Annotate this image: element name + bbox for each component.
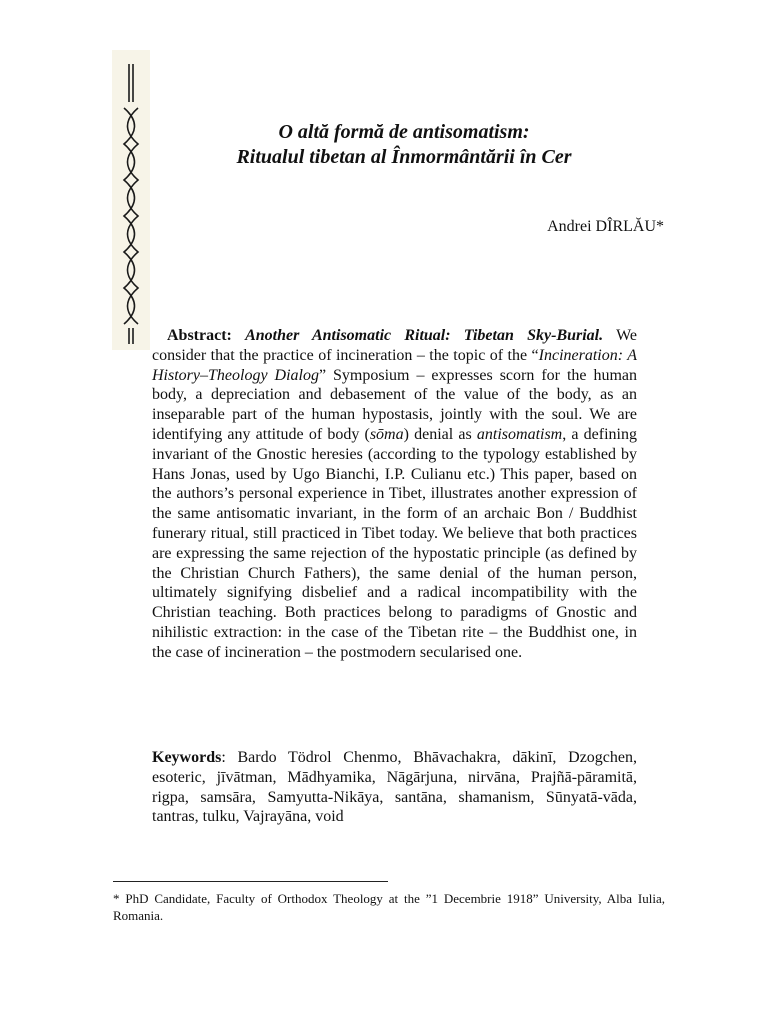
author-name: Andrei DÎRLĂU* bbox=[547, 218, 664, 235]
abstract-label: Abstract: bbox=[167, 327, 232, 344]
abstract-text-4: , a defining invariant of the Gnostic heresies (according to the typology established by Hans Jonas, used by Ugo Bianchi, I.P. Culianu etc.) This paper, based on the authors’s personal experience in Tibet, illustrates another expression of the same antisomatic invariant, in the form of an archaic Bon / Buddhist funerary ritual, still practiced in Tibet today. We believe that both practices are expressing the same rejection of the hypostatic principle (as defined by the Christian Church Fathers), the same denial of the human person, ultimately signifying disbelief and a radical incompatibility with the Christian teaching. Both practices belong to paradigms of Gnostic and nihilistic extraction: in the case of the Tibetan rite – the Buddhist one, in the case of incineration – the postmodern secularised one. bbox=[152, 425, 638, 661]
footnote-divider bbox=[113, 881, 388, 882]
keywords-label: Keywords bbox=[152, 749, 222, 766]
abstract-paragraph bbox=[152, 326, 637, 663]
keywords-paragraph bbox=[152, 748, 637, 827]
soma-term: sōma bbox=[369, 425, 404, 443]
antisomatism-term: antisomatism bbox=[476, 425, 563, 443]
title-line-1: O altă formă de antisomatism: bbox=[278, 121, 530, 143]
footnote: * PhD Candidate, Faculty of Orthodox Theology at the ”1 Decembrie 1918” University, Alba Iulia, Romania. bbox=[113, 891, 665, 923]
paper-title bbox=[150, 120, 658, 170]
decorative-braid-ornament bbox=[112, 50, 150, 350]
abstract-english-title: Another Antisomatic Ritual: Tibetan Sky-Burial. bbox=[245, 327, 604, 344]
abstract-text-2: ” Symposium – expresses scorn for the human body, a depreciation and debasement of the value of the body, as an inseparable part of the human hypostasis, jointly with the soul. We are identifying any attitude of body ( bbox=[152, 366, 638, 443]
braid-ornament-icon bbox=[112, 50, 150, 350]
abstract-text-1: We consider that the practice of incineration – the topic of the “ bbox=[152, 327, 638, 364]
keywords-list: : Bardo Tödrol Chenmo, Bhāvachakra, dākinī, Dzogchen, esoteric, jīvātman, Mādhyamika, Nāgārjuna, nirvāna, Prajñā-pāramitā, rigpa, samsāra, Samyutta-Nikāya, santāna, shamanism, Sūnyatā-vāda, tantras, tulku, Vajrayāna, void bbox=[152, 749, 637, 826]
title-line-2: Ritualul tibetan al Înmormântării în Cer bbox=[236, 146, 572, 168]
abstract-text-3: ) denial as bbox=[403, 425, 477, 443]
symposium-title: Incineration: A History–Theology Dialog bbox=[152, 346, 638, 384]
